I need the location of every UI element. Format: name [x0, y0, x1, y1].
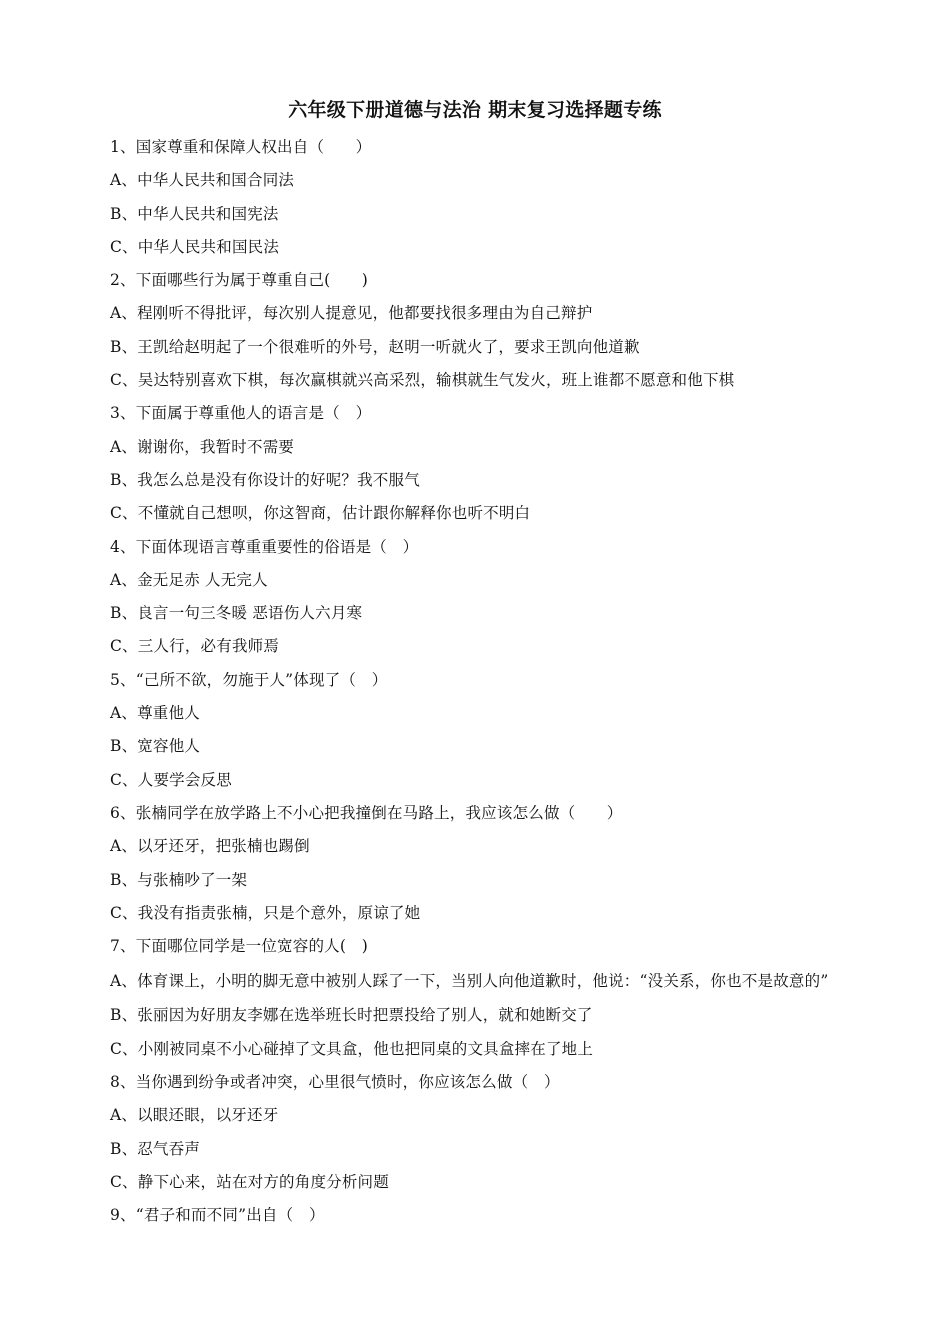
question-3-option-c: C、不懂就自己想呗，你这智商，估计跟你解释你也听不明白: [110, 504, 531, 523]
question-4-option-a: A、金无足赤 人无完人: [110, 570, 268, 589]
question-6-option-b: B、与张楠吵了一架: [110, 870, 248, 889]
question-1-option-a: A、中华人民共和国合同法: [110, 171, 295, 190]
question-2-option-b: B、王凯给赵明起了一个很难听的外号，赵明一听就火了，要求王凯向他道歉: [110, 337, 640, 356]
question-3-stem: 3、下面属于尊重他人的语言是（ ）: [110, 404, 372, 423]
question-5-option-b: B、宽容他人: [110, 737, 201, 756]
question-6-option-c: C、我没有指责张楠，只是个意外，原谅了她: [110, 903, 421, 922]
question-5-option-a: A、尊重他人: [110, 704, 200, 723]
question-3-option-a: A、谢谢你，我暂时不需要: [110, 437, 295, 456]
question-1-option-b: B、中华人民共和国宪法: [110, 204, 279, 223]
question-7-option-c: C、小刚被同桌不小心碰掉了文具盒，他也把同桌的文具盒摔在了地上: [110, 1039, 594, 1058]
question-6-stem: 6、张楠同学在放学路上不小心把我撞倒在马路上，我应该怎么做（ ）: [110, 803, 623, 822]
question-5-stem: 5、“己所不欲，勿施于人”体现了（ ）: [110, 670, 388, 689]
question-4-stem: 4、下面体现语言尊重重要性的俗语是（ ）: [110, 537, 419, 556]
question-2-stem: 2、下面哪些行为属于尊重自己( ): [110, 271, 369, 290]
question-9-stem: 9、“君子和而不同”出自（ ）: [110, 1206, 325, 1225]
question-1-option-c: C、中华人民共和国民法: [110, 237, 280, 256]
question-8-option-c: C、静下心来，站在对方的角度分析问题: [110, 1172, 389, 1191]
question-8-stem: 8、当你遇到纷争或者冲突，心里很气愤时，你应该怎么做（ ）: [110, 1073, 560, 1092]
document-title: 六年级下册道德与法治 期末复习选择题专练: [288, 99, 662, 121]
question-6-option-a: A、以牙还牙，把张楠也踢倒: [110, 837, 310, 856]
question-8-option-a: A、以眼还眼，以牙还牙: [110, 1106, 279, 1125]
question-2-option-a: A、程刚听不得批评，每次别人提意见，他都要找很多理由为自己辩护: [110, 304, 593, 323]
question-4-option-b: B、良言一句三冬暖 恶语伤人六月寒: [110, 604, 363, 623]
question-7-option-a: A、体育课上，小明的脚无意中被别人踩了一下，当别人向他道歉时，他说：“没关系，你也不是故意的”: [110, 972, 829, 991]
question-8-option-b: B、忍气吞声: [110, 1139, 201, 1158]
question-7-stem: 7、下面哪位同学是一位宽容的人( ): [110, 937, 369, 956]
question-4-option-c: C、三人行，必有我师焉: [110, 637, 280, 656]
question-1-stem: 1、国家尊重和保障人权出自（ ）: [110, 138, 372, 156]
question-5-option-c: C、人要学会反思: [110, 770, 232, 789]
question-list: [110, 131, 850, 1233]
question-2-option-c: C、吴达特别喜欢下棋，每次赢棋就兴高采烈，输棋就生气发火，班上谁都不愿意和他下棋: [110, 371, 735, 390]
question-7-option-b: B、张丽因为好朋友李娜在选举班长时把票投给了别人，就和她断交了: [110, 1006, 593, 1025]
question-3-option-b: B、我怎么总是没有你设计的好呢？我不服气: [110, 470, 420, 489]
